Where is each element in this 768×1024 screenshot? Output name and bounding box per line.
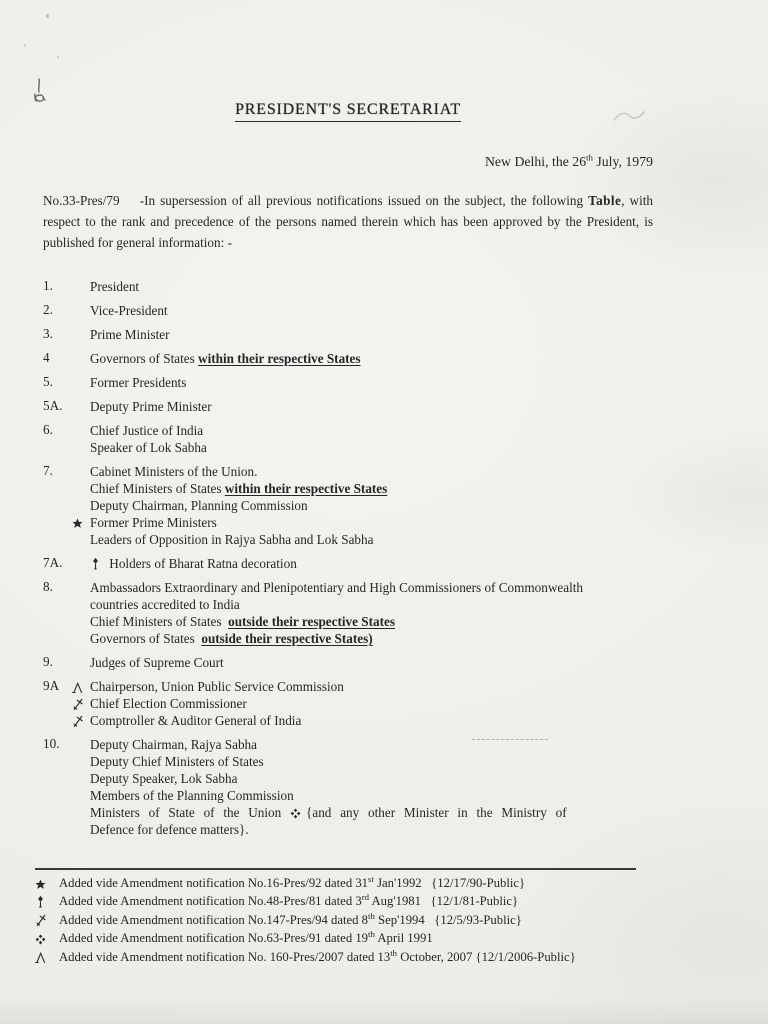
footnotes-section: [35, 868, 636, 967]
plane-icon: [35, 913, 51, 930]
item-number: 7A.: [43, 555, 63, 570]
text-segment: July, 1979: [592, 154, 653, 169]
item-line: [90, 579, 653, 596]
item-line: [90, 712, 653, 729]
item-line: [90, 654, 653, 671]
list-item: [43, 398, 653, 415]
text-segment: Deputy Prime Minister: [90, 399, 212, 414]
footnote: [35, 949, 636, 967]
scan-speckle: [24, 44, 26, 47]
text-segment: Ambassadors Extraordinary and Plenipotentiary and High Commissioners of Commonwealth: [90, 580, 583, 595]
text-segment: th: [586, 152, 593, 163]
four-diamond-icon: [290, 804, 306, 821]
text-segment: Holders of Bharat Ratna decoration: [106, 556, 297, 571]
list-item: [43, 422, 653, 456]
inverted-v-icon: [35, 950, 51, 967]
text-segment: Comptroller & Auditor General of India: [90, 713, 302, 728]
list-item: [43, 555, 653, 572]
item-lines: [90, 278, 653, 295]
item-number: 10.: [43, 736, 60, 751]
list-item: [43, 654, 653, 671]
item-number: 8.: [43, 579, 53, 594]
item-line: [90, 422, 653, 439]
text-segment: Prime Minister: [90, 327, 170, 342]
item-lines: [90, 555, 653, 572]
text-segment: Defence for defence matters}.: [90, 822, 249, 837]
item-lines: [90, 422, 653, 456]
precedence-list: [43, 278, 653, 838]
item-line: [90, 497, 653, 514]
text-segment: Added vide Amendment notification No.48-Pres/81 dated 3: [59, 894, 362, 909]
item-lines: [90, 654, 653, 671]
text-segment: Added vide Amendment notification No. 160-Pres/2007 dated 13: [59, 949, 391, 964]
star-icon: [35, 876, 51, 893]
text-segment: April 1991: [374, 931, 433, 946]
text-segment: Added vide Amendment notification No.16-Pres/92 dated 31: [59, 876, 369, 890]
item-number: 2.: [43, 302, 53, 317]
item-lines: [90, 463, 653, 548]
text-segment: within their respective States: [224, 481, 388, 496]
text-segment: New Delhi, the 26: [484, 154, 587, 169]
text-segment: Leaders of Opposition in Rajya Sabha and Lok Sabha: [90, 532, 374, 547]
item-lines: [90, 302, 653, 319]
item-line: [90, 302, 653, 319]
text-segment: Chief Election Commissioner: [90, 696, 247, 711]
intro-paragraph: [43, 190, 657, 253]
footnote-text: [59, 930, 636, 948]
text-segment: outside their respective States): [201, 631, 373, 646]
text-segment: th: [368, 910, 375, 921]
text-segment: Chief Justice of India: [90, 423, 204, 438]
text-segment: Cabinet Ministers of the Union.: [90, 464, 258, 479]
item-line: [90, 531, 653, 548]
text-segment: Former Presidents: [90, 375, 187, 390]
plane-icon: [72, 695, 90, 712]
text-segment: October, 2007 {12/1/2006-Public}: [397, 949, 576, 964]
text-segment: th: [390, 947, 398, 958]
item-line: [90, 804, 653, 821]
item-line: [90, 753, 653, 770]
text-segment: Added vide Amendment notification No.147-Pres/94 dated 8: [59, 912, 369, 927]
text-segment: outside their respective States: [228, 614, 395, 629]
item-line: [90, 463, 653, 480]
footnote: [35, 893, 636, 911]
inverted-v-icon: [72, 678, 90, 695]
footnote-text: [59, 949, 636, 967]
item-line: [90, 326, 653, 343]
item-number: 5A.: [43, 398, 63, 413]
item-line: [90, 596, 653, 613]
text-segment: Table: [588, 193, 622, 208]
text-segment: Jan'1992 {12/17/90-Public}: [373, 876, 526, 890]
list-item: [43, 579, 653, 647]
text-segment: Chief Ministers of States: [90, 614, 229, 629]
item-line: [90, 613, 653, 630]
item-line: [90, 678, 653, 695]
text-segment: {and any other Minister in the Ministry of: [306, 805, 567, 820]
item-number: 6.: [43, 422, 53, 437]
footnote: [35, 875, 636, 893]
text-segment: Former Prime Ministers: [90, 515, 217, 530]
text-segment: No.33-Pres/79 -In supersession of all previous notifications issued on the subject, the following: [43, 193, 589, 208]
item-line: [90, 278, 653, 295]
item-line: [90, 398, 653, 415]
item-line: [90, 514, 653, 531]
text-segment: Vice-President: [90, 303, 168, 318]
diamond-pin-icon: [35, 894, 51, 911]
text-segment: Aug'1981 {12/1/81-Public}: [369, 894, 519, 909]
item-line: [90, 555, 653, 572]
item-number: 1.: [43, 278, 53, 293]
item-number: 3.: [43, 326, 53, 341]
item-number: 9A: [43, 678, 60, 693]
list-item: [43, 350, 653, 367]
text-segment: Chief Ministers of States: [90, 481, 225, 496]
footnote-symbol: [35, 949, 59, 967]
plane-icon: [72, 712, 90, 729]
item-line: [90, 374, 653, 391]
item-number: 9.: [43, 654, 53, 669]
text-segment: Chairperson, Union Public Service Commission: [90, 679, 344, 694]
text-segment: , with respect to the rank and precedence of the persons named therein which has been approved by the President, is published for general information: -: [43, 193, 657, 250]
text-segment: within their respective States: [198, 351, 361, 366]
footnote-text: [59, 893, 636, 911]
list-item: [43, 463, 653, 548]
list-item: [43, 736, 653, 838]
text-segment: Added vide Amendment notification No.63-Pres/91 dated 19: [59, 931, 369, 946]
text-segment: Speaker of Lok Sabha: [90, 440, 207, 455]
text-segment: Judges of Supreme Court: [90, 655, 224, 670]
footnote: [35, 930, 636, 948]
text-segment: Deputy Chairman, Rajya Sabha: [90, 737, 258, 752]
text-segment: th: [368, 928, 375, 939]
dateline: [43, 154, 653, 170]
list-item: [43, 374, 653, 391]
item-lines: [90, 736, 653, 838]
footnote-text: [59, 912, 636, 930]
item-line: [90, 630, 653, 647]
item-lines: [90, 374, 653, 391]
page-title: PRESIDENT'S SECRETARIAT: [235, 101, 461, 122]
text-segment: Ministers of State of the Union: [90, 805, 291, 820]
footnote-symbol: [35, 930, 59, 948]
document-content: [43, 0, 657, 967]
item-number: 4: [43, 350, 50, 365]
item-line: [90, 439, 653, 456]
text-segment: Members of the Planning Commission: [90, 788, 294, 803]
text-segment: Deputy Chairman, Planning Commission: [90, 498, 308, 513]
text-segment: countries accredited to India: [90, 597, 240, 612]
item-line: [90, 821, 653, 838]
item-lines: [90, 350, 653, 367]
footnote-text: [59, 875, 636, 893]
item-line: [90, 736, 653, 753]
item-lines: [90, 678, 653, 729]
text-segment: Governors of States: [90, 351, 199, 366]
footnote: [35, 912, 636, 930]
item-number: 7.: [43, 463, 53, 478]
item-lines: [90, 398, 653, 415]
diamond-pin-icon: [90, 555, 106, 572]
text-segment: Sep'1994 {12/5/93-Public}: [374, 912, 522, 927]
item-lines: [90, 326, 653, 343]
item-line: [90, 770, 653, 787]
footnote-symbol: [35, 893, 59, 911]
item-lines: [90, 579, 653, 647]
text-segment: President: [90, 279, 140, 294]
text-segment: rd: [361, 892, 370, 903]
item-number: 5.: [43, 374, 53, 389]
text-segment: Deputy Chief Ministers of States: [90, 754, 264, 769]
text-segment: st: [368, 873, 374, 884]
footnote-symbol: [35, 875, 59, 893]
list-item: [43, 678, 653, 729]
item-line: [90, 350, 653, 367]
text-segment: Deputy Speaker, Lok Sabha: [90, 771, 238, 786]
star-icon: [72, 514, 90, 531]
text-segment: Governors of States: [90, 631, 202, 646]
list-item: [43, 326, 653, 343]
item-line: [90, 695, 653, 712]
footnote-symbol: [35, 912, 59, 930]
item-line: [90, 787, 653, 804]
list-item: [43, 302, 653, 319]
item-line: [90, 480, 653, 497]
list-item: [43, 278, 653, 295]
four-diamond-icon: [35, 931, 51, 948]
